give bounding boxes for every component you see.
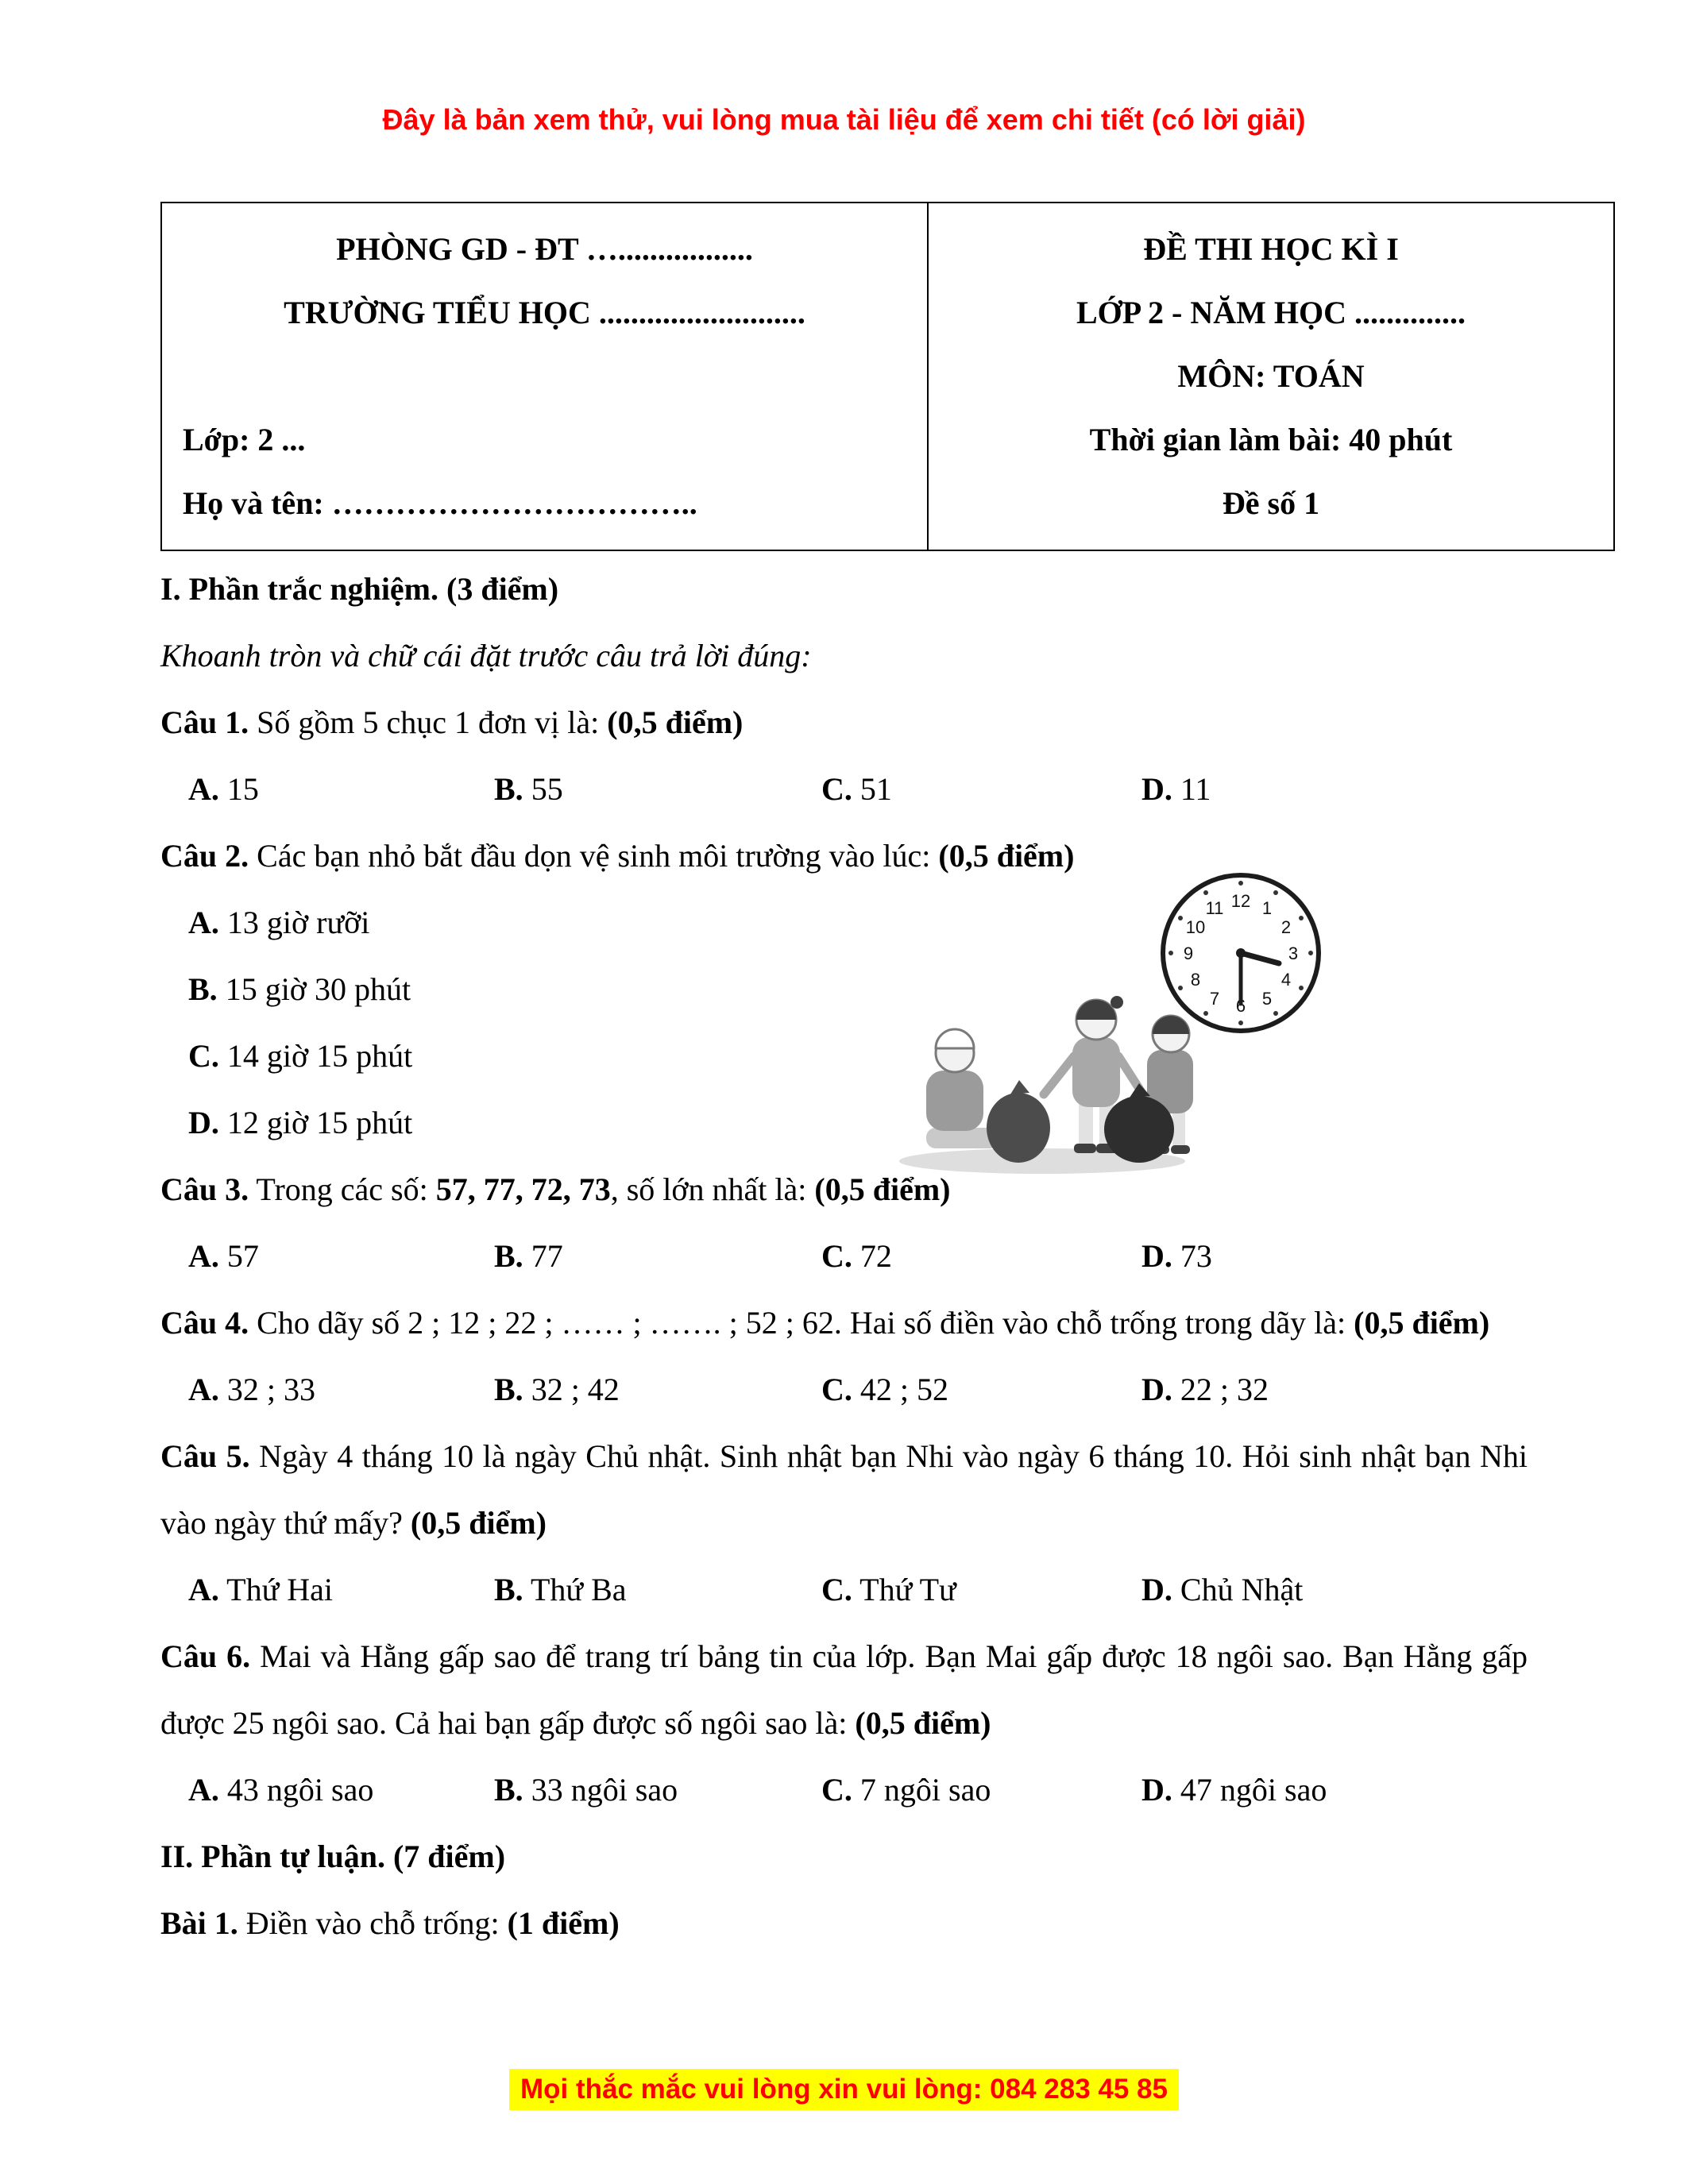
question-text: Ngày 4 tháng 10 là ngày Chủ nhật. Sinh nhật bạn Nhi vào ngày 6 tháng 10. Hỏi sinh nhật bạn Nhi vào ngày thứ mấy? — [160, 1438, 1528, 1541]
option-text: 57 — [226, 1238, 259, 1274]
option-letter: B. — [494, 1238, 523, 1274]
option-text: Chủ Nhật — [1180, 1572, 1304, 1607]
question-number: Câu 2. — [160, 838, 249, 874]
question-text: Mai và Hằng gấp sao để trang trí bảng tin của lớp. Bạn Mai gấp được 18 ngôi sao. Bạn Hằng gấp được 25 ngôi sao. Cả hai bạn gấp được số ngôi sao là: — [160, 1638, 1528, 1741]
option-text: Thứ Hai — [226, 1572, 334, 1607]
question-points: (0,5 điểm) — [855, 1705, 991, 1741]
question-points: (0,5 điểm) — [938, 838, 1075, 874]
option-text: 55 — [531, 771, 563, 807]
time-limit-line: Thời gian làm bài: 40 phút — [1089, 422, 1453, 457]
question-4 — [160, 1290, 1528, 1356]
clock-number-12: 12 — [1230, 891, 1251, 911]
question-5-options — [160, 1557, 1528, 1623]
question-points: (0,5 điểm) — [814, 1171, 951, 1207]
option-letter: A. — [188, 1372, 219, 1407]
option-text: 47 ngôi sao — [1180, 1772, 1327, 1808]
option-a[interactable] — [188, 1223, 494, 1290]
question-points: (0,5 điểm) — [607, 704, 744, 740]
option-b[interactable] — [494, 1223, 821, 1290]
option-letter: B. — [494, 1372, 523, 1407]
option-d[interactable] — [1141, 1223, 1528, 1290]
department-line: PHÒNG GD - ĐT …................. — [336, 231, 753, 267]
option-b[interactable] — [494, 1757, 821, 1823]
question-points: (0,5 điểm) — [1354, 1305, 1490, 1341]
option-a[interactable] — [188, 756, 494, 823]
option-text: 11 — [1180, 771, 1211, 807]
option-d[interactable] — [1141, 1557, 1528, 1623]
question-text: , số lớn nhất là: — [610, 1171, 807, 1207]
option-text: 32 ; 33 — [226, 1372, 316, 1407]
option-d[interactable] — [1141, 1356, 1528, 1423]
option-text: 72 — [859, 1238, 892, 1274]
option-text: 32 ; 42 — [531, 1372, 620, 1407]
option-text: 13 giờ rưỡi — [226, 905, 370, 940]
option-b[interactable] — [494, 756, 821, 823]
option-c[interactable] — [821, 1757, 1141, 1823]
class-line: Lớp: 2 ... — [183, 422, 306, 457]
contact-notice-text: Mọi thắc mắc vui lòng xin vui lòng: 084 283 45 85 — [509, 2069, 1179, 2110]
option-text: 51 — [859, 771, 892, 807]
section-2-heading: II. Phần tự luận. (7 điểm) — [160, 1839, 506, 1874]
option-text: Thứ Ba — [530, 1572, 627, 1607]
option-text: 7 ngôi sao — [859, 1772, 991, 1808]
preview-notice: Đây là bản xem thử, vui lòng mua tài liệu để xem chi tiết (có lời giải) — [382, 103, 1306, 136]
clock-number-11: 11 — [1205, 898, 1224, 918]
exercise-text: Điền vào chỗ trống: — [245, 1905, 500, 1941]
clock-number-3: 3 — [1288, 943, 1299, 963]
question-4-options — [160, 1356, 1528, 1423]
question-number: Câu 5. — [160, 1438, 250, 1474]
option-letter: A. — [188, 771, 219, 807]
exam-header-table — [160, 202, 1615, 551]
option-text: 12 giờ 15 phút — [226, 1105, 413, 1140]
option-letter: C. — [821, 1238, 852, 1274]
option-text: 15 giờ 30 phút — [225, 971, 411, 1007]
clock-number-6: 6 — [1235, 996, 1246, 1016]
question-1-options — [160, 756, 1528, 823]
option-d[interactable] — [1141, 1757, 1528, 1823]
exam-title: ĐỀ THI HỌC KÌ I — [1143, 231, 1399, 267]
cleanup-illustration — [891, 866, 1344, 1183]
question-text-bold: 57, 77, 72, 73 — [435, 1171, 611, 1207]
option-d[interactable] — [1141, 756, 1528, 823]
option-text: 15 — [226, 771, 259, 807]
clock-number-1: 1 — [1261, 898, 1273, 918]
option-c[interactable] — [821, 1356, 1141, 1423]
option-b[interactable] — [494, 1557, 821, 1623]
option-letter: A. — [188, 1238, 219, 1274]
clock-number-7: 7 — [1209, 989, 1220, 1009]
option-text: 43 ngôi sao — [226, 1772, 374, 1808]
exam-body — [160, 556, 1528, 1957]
question-2-options — [160, 889, 1528, 1156]
question-5 — [160, 1423, 1528, 1557]
question-text: Số gồm 5 chục 1 đơn vị là: — [257, 704, 600, 740]
option-text: 33 ngôi sao — [531, 1772, 678, 1808]
option-text: 77 — [531, 1238, 563, 1274]
question-text: Trong các số: — [256, 1171, 428, 1207]
blank-line — [183, 345, 906, 408]
option-c[interactable] — [821, 1557, 1141, 1623]
clock-number-9: 9 — [1183, 943, 1194, 963]
option-letter: B. — [494, 771, 523, 807]
question-6-options — [160, 1757, 1528, 1823]
option-letter: C. — [821, 1372, 852, 1407]
school-line: TRƯỜNG TIỂU HỌC .......................... — [284, 295, 805, 330]
option-letter: C. — [821, 771, 852, 807]
option-letter: B. — [188, 971, 218, 1007]
option-letter: D. — [1141, 771, 1172, 807]
option-b[interactable] — [494, 1356, 821, 1423]
exam-number-line: Đề số 1 — [1222, 485, 1320, 521]
clock-number-10: 10 — [1185, 917, 1206, 937]
grade-year-line: LỚP 2 - NĂM HỌC .............. — [1076, 295, 1466, 330]
exercise-points: (1 điểm) — [507, 1905, 620, 1941]
clock-number-4: 4 — [1280, 970, 1292, 990]
option-letter: D. — [1141, 1772, 1172, 1808]
section-1-heading: I. Phần trắc nghiệm. (3 điểm) — [160, 571, 559, 607]
question-number: Câu 6. — [160, 1638, 251, 1674]
option-c[interactable] — [821, 1223, 1141, 1290]
question-6 — [160, 1623, 1528, 1757]
question-points: (0,5 điểm) — [410, 1505, 547, 1541]
option-a[interactable] — [188, 1356, 494, 1423]
option-text: 42 ; 52 — [859, 1372, 949, 1407]
school-info-cell — [161, 203, 928, 550]
question-number: Câu 1. — [160, 704, 249, 740]
exam-info-cell — [928, 203, 1614, 550]
option-letter: B. — [494, 1572, 523, 1607]
option-c[interactable] — [821, 756, 1141, 823]
option-letter: D. — [1141, 1572, 1172, 1607]
subject-line: MÔN: TOÁN — [1177, 358, 1365, 394]
clock-number-2: 2 — [1280, 917, 1292, 937]
option-letter: D. — [1141, 1372, 1172, 1407]
option-text: 22 ; 32 — [1180, 1372, 1269, 1407]
student-name-line: Họ và tên: …………………………….. — [183, 485, 697, 521]
option-text: 14 giờ 15 phút — [226, 1038, 413, 1074]
option-letter: B. — [494, 1772, 523, 1808]
question-text: Cho dãy số 2 ; 12 ; 22 ; …… ; ……. ; 52 ; 62. Hai số điền vào chỗ trống trong dãy là: — [257, 1305, 1346, 1341]
option-letter: C. — [821, 1772, 852, 1808]
clock-number-8: 8 — [1190, 970, 1201, 990]
option-letter: A. — [188, 905, 219, 940]
clock-illustration — [1163, 875, 1319, 1031]
question-1 — [160, 689, 1528, 756]
option-letter: A. — [188, 1772, 219, 1808]
question-number: Câu 4. — [160, 1305, 249, 1341]
option-letter: A. — [188, 1572, 219, 1607]
option-text: 73 — [1180, 1238, 1212, 1274]
exercise-number: Bài 1. — [160, 1905, 238, 1941]
question-number: Câu 3. — [160, 1171, 249, 1207]
contact-notice — [0, 2069, 1688, 2110]
question-3-options — [160, 1223, 1528, 1290]
option-a[interactable] — [188, 1757, 494, 1823]
option-letter: D. — [1141, 1238, 1172, 1274]
clock-number-5: 5 — [1261, 989, 1273, 1009]
option-a[interactable] — [188, 1557, 494, 1623]
instruction-line: Khoanh tròn và chữ cái đặt trước câu trả lời đúng: — [160, 638, 812, 673]
option-letter: C. — [188, 1038, 219, 1074]
bai-1-heading — [160, 1890, 1528, 1957]
option-letter: D. — [188, 1105, 219, 1140]
question-text: Các bạn nhỏ bắt đầu dọn vệ sinh môi trường vào lúc: — [257, 838, 931, 874]
option-letter: C. — [821, 1572, 852, 1607]
option-text: Thứ Tư — [859, 1572, 956, 1607]
